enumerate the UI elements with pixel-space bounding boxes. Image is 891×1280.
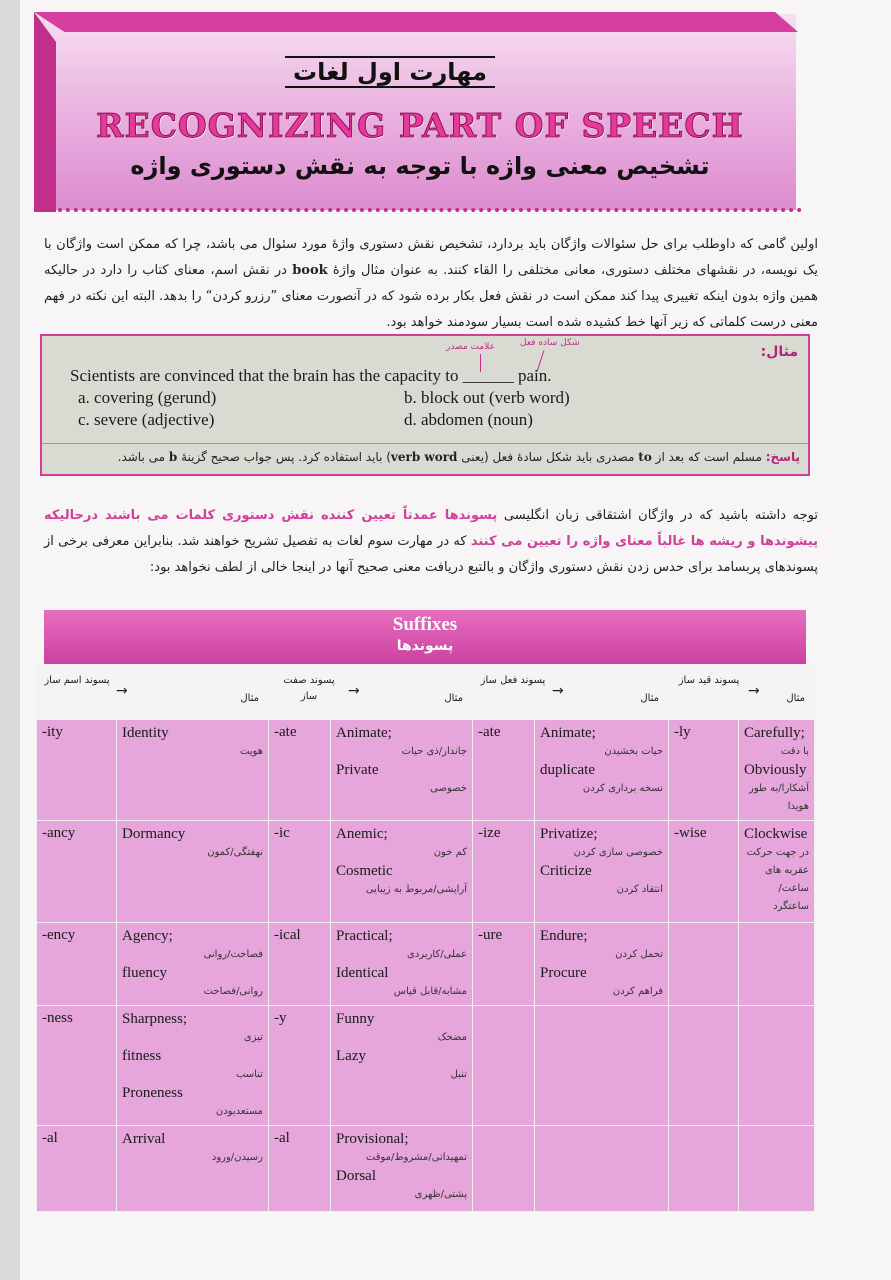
- example-cell: [331, 821, 473, 923]
- option-d: d. abdomen (noun): [404, 410, 533, 429]
- example-word: Funny: [336, 1011, 375, 1027]
- example-word: Animate;: [540, 725, 596, 741]
- group-header: [37, 665, 269, 720]
- example-meaning: مضحک: [437, 1032, 467, 1043]
- example-meaning: تیزی: [243, 1032, 263, 1043]
- suffix-cell: -ency: [37, 923, 117, 1006]
- example-meaning: عملی/کاربردی: [407, 949, 467, 960]
- example-word: Anemic;: [336, 826, 388, 842]
- example-word: Procure: [540, 965, 587, 981]
- table-row: [37, 720, 815, 821]
- example-meaning: مستعدبودن: [215, 1106, 263, 1117]
- example-word: duplicate: [540, 762, 595, 778]
- answer-row: [42, 443, 808, 474]
- example-meaning: تحمل کردن: [615, 949, 663, 960]
- intro-paragraph: [44, 232, 818, 336]
- example-header: مثال: [240, 693, 259, 704]
- table-row: [37, 821, 815, 923]
- example-meaning: آرایشی/مربوط به زیبایی: [365, 884, 467, 895]
- skill-text: مهارت اول لغات: [285, 56, 495, 88]
- example-cell: [535, 1126, 669, 1212]
- example-word: Dorsal: [336, 1168, 376, 1184]
- sub-title: تشخیص معنی واژه با توجه به نقش دستوری واژه: [130, 152, 710, 180]
- example-word: Cosmetic: [336, 863, 393, 879]
- banner-top-strip: [34, 12, 798, 32]
- example-meaning: انتقاد کردن: [616, 884, 663, 895]
- intro-text-2: در نقش اسم، معنای کتاب را دارد در حالیکه همین واژه بدون اینکه تغییری پیدا کند ممکن است در نقش فعل بکار برده شود که در آنصورت معنای ”رزرو کردن“ را بدهد. البته این نکته در فهم معنی درست کلماتی که زیر آنها خط کشیده شده است بسیار سودمند خواهد بود.: [44, 263, 818, 330]
- example-word: fluency: [122, 965, 167, 981]
- note-paragraph: [44, 503, 818, 581]
- suffix-cell: -wise: [669, 821, 739, 923]
- suffix-cell: [473, 1126, 535, 1212]
- intro-text-1: اولین گامی که داوطلب برای حل سئوالات واژگان باید بردارد، تشخیص نقش دستوری واژهٔ مورد سئوال می باشد، چرا که ممکن است واژگان با یک نویسه، در نقشهای مختلف دستوری، معانی مختلفی را القاء کنند. به عنوان مثال واژهٔ: [44, 237, 818, 278]
- page-edge: [0, 0, 20, 1280]
- example-meaning: آشکارا/به طور هویدا: [749, 783, 809, 812]
- answer-option-b: b: [168, 450, 178, 464]
- example-meaning: نسخه برداری کردن: [582, 783, 663, 794]
- group-header-label: پسوند اسم ساز: [44, 675, 110, 686]
- example-header: مثال: [444, 693, 463, 704]
- group-header: [269, 665, 473, 720]
- suffix-cell: -ate: [473, 720, 535, 821]
- example-cell: [739, 1126, 815, 1212]
- arrow-icon: →: [552, 683, 564, 699]
- suffix-cell: [473, 1006, 535, 1126]
- example-meaning: نهفتگی/کمون: [207, 847, 263, 858]
- group-header-label: پسوند فعل ساز: [480, 675, 546, 686]
- dotted-divider: [50, 208, 802, 212]
- example-header: مثال: [786, 693, 805, 704]
- table-header-row: [37, 665, 815, 720]
- example-cell: [117, 923, 269, 1006]
- example-cell: [535, 821, 669, 923]
- answer-to-word: to: [638, 450, 652, 464]
- example-meaning: کم خون: [433, 847, 467, 858]
- example-word: Endure;: [540, 928, 588, 944]
- example-meaning: مشابه/قابل قیاس: [393, 986, 467, 997]
- example-word: fitness: [122, 1048, 162, 1064]
- example-word: Privatize;: [540, 826, 598, 842]
- annotation-infinitive-marker: علامت مصدر: [446, 342, 495, 352]
- example-header: مثال: [640, 693, 659, 704]
- example-meaning: در جهت حرکت عقربه های ساعت/ساعتگرد: [746, 847, 809, 912]
- suffix-cell: -ly: [669, 720, 739, 821]
- suffixes-table-header: [44, 610, 806, 666]
- suffix-cell: [669, 923, 739, 1006]
- example-meaning: جاندار/ذی حیات: [401, 746, 467, 757]
- suffix-cell: -ical: [269, 923, 331, 1006]
- example-meaning: تناسب: [235, 1069, 263, 1080]
- suffix-cell: -ize: [473, 821, 535, 923]
- answer-verb-word: verb word: [390, 450, 458, 464]
- answer-part: ) باید استفاده کرد. پس جواب صحیح گزینهٔ: [181, 450, 391, 464]
- arrow-icon: →: [348, 683, 360, 699]
- example-word: Criticize: [540, 863, 592, 879]
- suffix-cell: -ancy: [37, 821, 117, 923]
- example-cell: [331, 720, 473, 821]
- banner-left-strip: [34, 12, 56, 212]
- example-word: Identity: [122, 725, 169, 741]
- example-meaning: تنبل: [450, 1069, 467, 1080]
- example-meaning: خصوصی سازی کردن: [573, 847, 663, 858]
- group-header-label: پسوند قید ساز: [678, 675, 740, 686]
- example-question: Scientists are convinced that the brain has the capacity to ______ pain.: [70, 366, 552, 385]
- arrow-icon: →: [748, 683, 760, 699]
- annotation-simple-verb: شکل ساده فعل: [520, 338, 580, 348]
- example-meaning: خصوصی: [430, 783, 467, 794]
- example-word: Arrival: [122, 1131, 166, 1147]
- suffix-cell: -ness: [37, 1006, 117, 1126]
- example-cell: [331, 1006, 473, 1126]
- example-cell: [535, 923, 669, 1006]
- example-word: Identical: [336, 965, 389, 981]
- suffix-cell: -ate: [269, 720, 331, 821]
- example-cell: [739, 821, 815, 923]
- answer-text: [118, 450, 800, 464]
- example-cell: [117, 821, 269, 923]
- example-word: Practical;: [336, 928, 393, 944]
- suffixes-table: [36, 664, 815, 1212]
- example-cell: [331, 923, 473, 1006]
- suffix-cell: -y: [269, 1006, 331, 1126]
- suffix-cell: [669, 1006, 739, 1126]
- suffix-cell: [669, 1126, 739, 1212]
- example-cell: [535, 720, 669, 821]
- skill-label: [240, 58, 540, 86]
- example-word: Obviously: [744, 762, 807, 778]
- example-meaning: فصاحت/روانی: [203, 949, 263, 960]
- suffix-cell: -ure: [473, 923, 535, 1006]
- example-meaning: حیات بخشیدن: [604, 746, 663, 757]
- example-cell: [331, 1126, 473, 1212]
- answer-part: مسلم است که بعد از: [655, 450, 762, 464]
- suffix-cell: -al: [37, 1126, 117, 1212]
- example-word: Agency;: [122, 928, 173, 944]
- table-row: [37, 1006, 815, 1126]
- example-box: [40, 334, 810, 476]
- example-cell: [117, 720, 269, 821]
- example-meaning: تمهیداتی/مشروط/موقت: [365, 1152, 467, 1163]
- example-cell: [739, 1006, 815, 1126]
- note-text-2: که در مهارت سوم لغات به تفصیل تشریح خواهند شد. بنابراین معرفی برخی از پسوندهای پربسامد برای حدس زدن نقش دستوری واژگان و بالتبع دریافت معنی صحیح آنها در اینجا خالی از لطف نخواهد بود:: [44, 534, 818, 575]
- example-cell: [739, 720, 815, 821]
- suffix-cell: -al: [269, 1126, 331, 1212]
- table-row: [37, 923, 815, 1006]
- group-header: [473, 665, 669, 720]
- example-meaning: با دقت: [780, 746, 809, 757]
- note-text-1: توجه داشته باشید که در واژگان اشتقاقی زبان انگلیسی: [503, 508, 818, 523]
- example-cell: [117, 1126, 269, 1212]
- suffix-cell: -ic: [269, 821, 331, 923]
- suffix-cell: -ity: [37, 720, 117, 821]
- example-word: Animate;: [336, 725, 392, 741]
- example-word: Private: [336, 762, 379, 778]
- option-c: c. severe (adjective): [78, 410, 215, 429]
- arrow-icon: →: [116, 683, 128, 699]
- example-meaning: پشتی/ظهری: [414, 1189, 467, 1200]
- example-meaning: هویت: [239, 746, 263, 757]
- answer-label: پاسخ:: [765, 450, 800, 464]
- example-cell: [535, 1006, 669, 1126]
- intro-book-word: book: [292, 263, 328, 278]
- option-b: b. block out (verb word): [404, 388, 570, 407]
- example-word: Proneness: [122, 1085, 183, 1101]
- example-meaning: روانی/فصاحت: [203, 986, 263, 997]
- group-header: [669, 665, 815, 720]
- example-word: Provisional;: [336, 1131, 409, 1147]
- example-meaning: فراهم کردن: [612, 986, 663, 997]
- example-cell: [739, 923, 815, 1006]
- answer-part: می باشد.: [117, 450, 166, 464]
- example-label: مثال:: [760, 344, 798, 360]
- note-highlight: پسوندها عمدتاً تعیین کننده نقش دستوری کلمات می باشند درحالیکه پیشوندها و ریشه ها غالباً معنای واژه را تعیین می کنند: [44, 508, 819, 549]
- answer-part: مصدری باید شکل سادهٔ فعل (یعنی: [461, 450, 635, 464]
- group-header-label: پسوند صفت ساز: [283, 675, 335, 702]
- example-word: Lazy: [336, 1048, 366, 1064]
- example-meaning: رسیدن/ورود: [211, 1152, 263, 1163]
- suffixes-title-fa: پسوندها: [396, 638, 454, 654]
- example-cell: [117, 1006, 269, 1126]
- suffixes-title: Suffixes: [392, 614, 458, 635]
- example-word: Carefully;: [744, 725, 805, 741]
- example-word: Sharpness;: [122, 1011, 187, 1027]
- example-word: Dormancy: [122, 826, 186, 842]
- table-row: [37, 1126, 815, 1212]
- main-title: RECOGNIZING PART OF SPEECH: [96, 106, 744, 145]
- example-word: Clockwise: [744, 826, 808, 842]
- option-a: a. covering (gerund): [78, 388, 217, 407]
